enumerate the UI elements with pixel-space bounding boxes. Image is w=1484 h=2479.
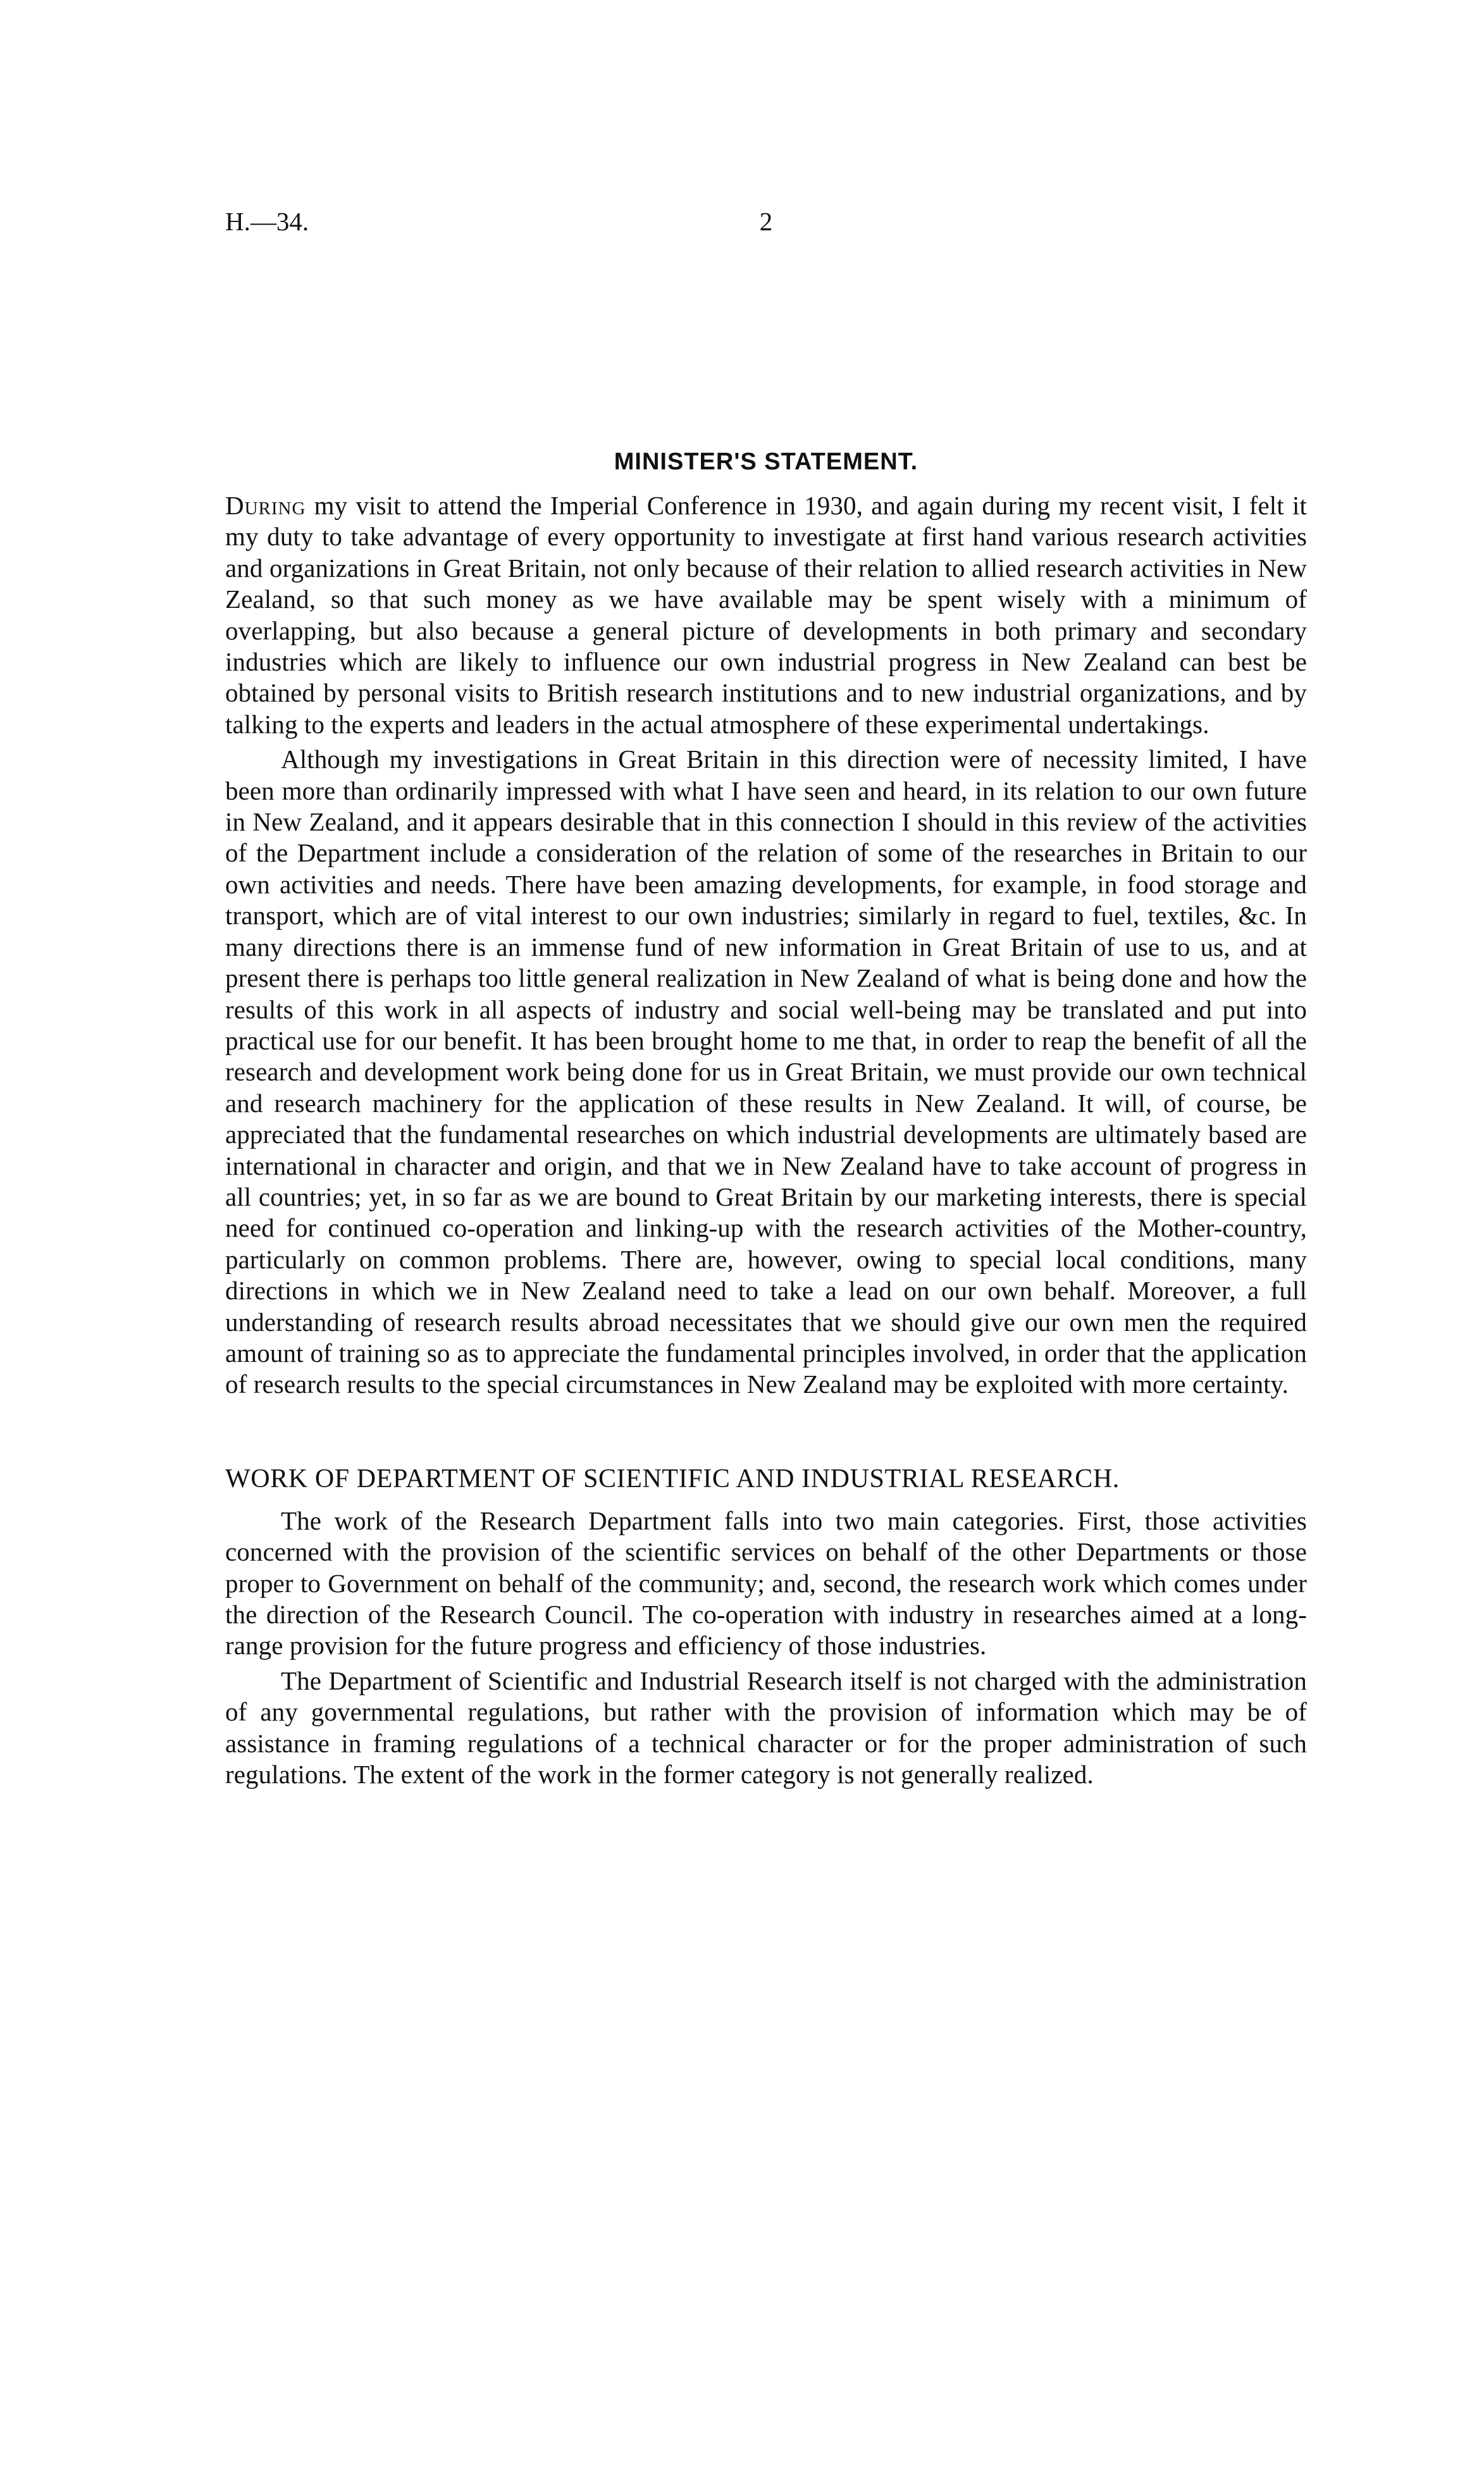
paragraph-text: my visit to attend the Imperial Conference in 1930, and again during my recent visit, I felt it my duty to take advantage of every opportunity to investigate at first hand various research activities and organizations in Great Britain, not only because of their relation to allied research activities in New Zealand, so that such money as we have available may be spent wisely with a minimum of overlapping, but also because a general picture of developments in both primary and secondary industries which are likely to influence our own industrial progress in New Zealand can best be obtained by personal visits to British research institutions and to new industrial organizations, and by talking to the experts and leaders in the actual atmosphere of these experimental undertakings. [225, 491, 1307, 739]
section-title: WORK OF DEPARTMENT OF SCIENTIFIC AND INDUSTRIAL RESEARCH. [225, 1464, 1120, 1493]
paragraph [225, 490, 1307, 740]
paragraph: The work of the Research Department falls into two main categories. First, those activities concerned with the provision of the scientific services on behalf of the other Departments or those proper to Government on behalf of the community; and, second, the research work which comes under the direction of the Research Council. The co-operation with industry in researches aimed at a long-range provision for the future progress and efficiency of those industries. [225, 1505, 1307, 1660]
paragraph: Although my investigations in Great Britain in this direction were of necessity limited, I have been more than ordinarily impressed with what I have seen and heard, in its relation to our own future in New Zealand, and it appears desirable that in this connection I should in this review of the activities of the Department include a consideration of the relation of some of the researches in Britain to our own activities and needs. There have been amazing developments, for example, in food storage and transport, which are of vital interest to our own industries; similarly in regard to fuel, textiles, &c. In many directions there is an immense fund of new information in Great Britain of use to us, and at present there is perhaps too little general realization in New Zealand of what is being done and how the results of this work in all aspects of industry and social well-being may be translated and put into practical use for our benefit. It has been brought home to me that, in order to reap the benefit of all the research and development work being done for us in Great Britain, we must provide our own technical and research machinery for the application of these results in New Zealand. It will, of course, be appreciated that the fundamental researches on which industrial developments are ultimately based are international in character and origin, and that we in New Zealand have to take account of progress in all countries; yet, in so far as we are bound to Great Britain by our marketing interests, there is special need for continued co-operation and linking-up with the research activities of the Mother-country, particularly on common problems. There are, however, owing to special local conditions, many directions in which we in New Zealand need to take a lead on our own behalf. Moreover, a full understanding of research results abroad necessitates that we should give our own men the required amount of training so as to appreciate the fundamental principles involved, in order that the application of research results to the special circumstances in New Zealand may be exploited with more certainty. [225, 745, 1307, 1399]
page-body [225, 443, 1307, 1794]
lead-word: During [225, 491, 306, 520]
paragraph: The Department of Scientific and Industrial Research itself is not charged with the administration of any governmental regulations, but rather with the provision of information which may be of assistance in framing regulations of a technical character or for the proper administration of such regulations. The extent of the work in the former category is not generally realized. [225, 1666, 1307, 1790]
section-title: MINISTER'S STATEMENT. [614, 448, 918, 475]
section-gap [225, 1404, 1307, 1460]
report-reference: H.—34. [225, 207, 309, 236]
ministers-statement-section [225, 443, 1307, 1400]
work-of-department-section [225, 1460, 1307, 1791]
page-number: 2 [759, 207, 773, 236]
running-header [225, 202, 1307, 240]
